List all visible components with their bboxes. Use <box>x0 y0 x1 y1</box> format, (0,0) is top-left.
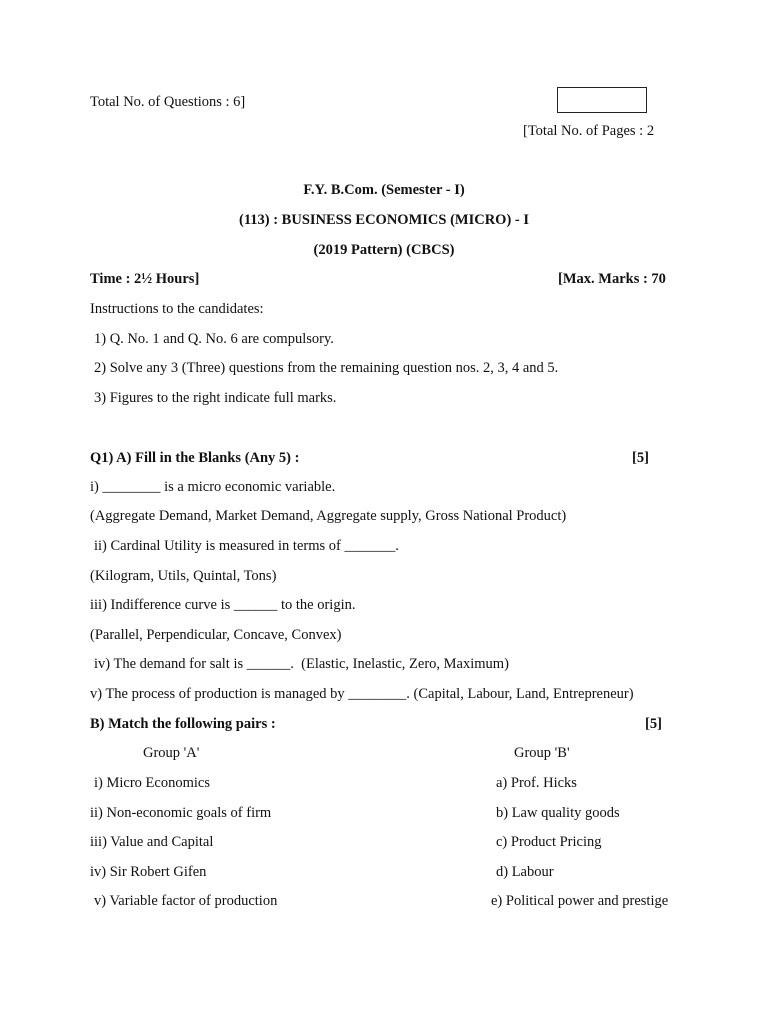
group-a-item: v) Variable factor of production <box>94 893 278 909</box>
q1b-marks: [5] <box>645 716 662 732</box>
group-b-item: b) Law quality goods <box>496 805 620 821</box>
group-a-label: Group 'A' <box>143 745 200 761</box>
group-a-item: iv) Sir Robert Gifen <box>90 864 207 880</box>
seat-number-box <box>557 87 647 113</box>
exam-time: Time : 2½ Hours] <box>90 271 200 287</box>
group-b-label: Group 'B' <box>514 745 570 761</box>
group-a-item: iii) Value and Capital <box>90 834 214 850</box>
course-title: F.Y. B.Com. (Semester - I) <box>303 182 465 198</box>
question-line: i) ________ is a micro economic variable. <box>90 479 336 495</box>
total-pages: [Total No. of Pages : 2 <box>523 123 655 139</box>
instructions-heading: Instructions to the candidates: <box>90 301 264 317</box>
question-line: ii) Cardinal Utility is measured in terms of _______. <box>94 538 399 554</box>
instruction-item: 2) Solve any 3 (Three) questions from the remaining question nos. 2, 3, 4 and 5. <box>94 360 559 376</box>
group-b-item: e) Political power and prestige <box>491 893 669 909</box>
question-line: iv) The demand for salt is ______. (Elastic, Inelastic, Zero, Maximum) <box>94 656 509 672</box>
q1b-heading: B) Match the following pairs : <box>90 716 276 732</box>
pattern-title: (2019 Pattern) (CBCS) <box>313 242 455 258</box>
instruction-item: 3) Figures to the right indicate full marks. <box>94 390 337 406</box>
max-marks: [Max. Marks : 70 <box>558 271 666 287</box>
group-b-item: c) Product Pricing <box>496 834 602 850</box>
question-options: (Aggregate Demand, Market Demand, Aggregate supply, Gross National Product) <box>90 508 567 524</box>
group-b-item: d) Labour <box>496 864 554 880</box>
group-b-item: a) Prof. Hicks <box>496 775 577 791</box>
group-a-item: ii) Non-economic goals of firm <box>90 805 272 821</box>
question-line: v) The process of production is managed by ________. (Capital, Labour, Land, Entrepreneur) <box>90 686 634 702</box>
total-questions: Total No. of Questions : 6] <box>90 94 246 110</box>
question-line: iii) Indifference curve is ______ to the origin. <box>90 597 356 613</box>
question-options: (Parallel, Perpendicular, Concave, Convex) <box>90 627 342 643</box>
q1a-heading: Q1) A) Fill in the Blanks (Any 5) : <box>90 450 300 466</box>
subject-title: (113) : BUSINESS ECONOMICS (MICRO) - I <box>238 212 530 228</box>
q1a-marks: [5] <box>632 450 649 466</box>
instruction-item: 1) Q. No. 1 and Q. No. 6 are compulsory. <box>94 331 334 347</box>
question-options: (Kilogram, Utils, Quintal, Tons) <box>90 568 277 584</box>
group-a-item: i) Micro Economics <box>94 775 210 791</box>
